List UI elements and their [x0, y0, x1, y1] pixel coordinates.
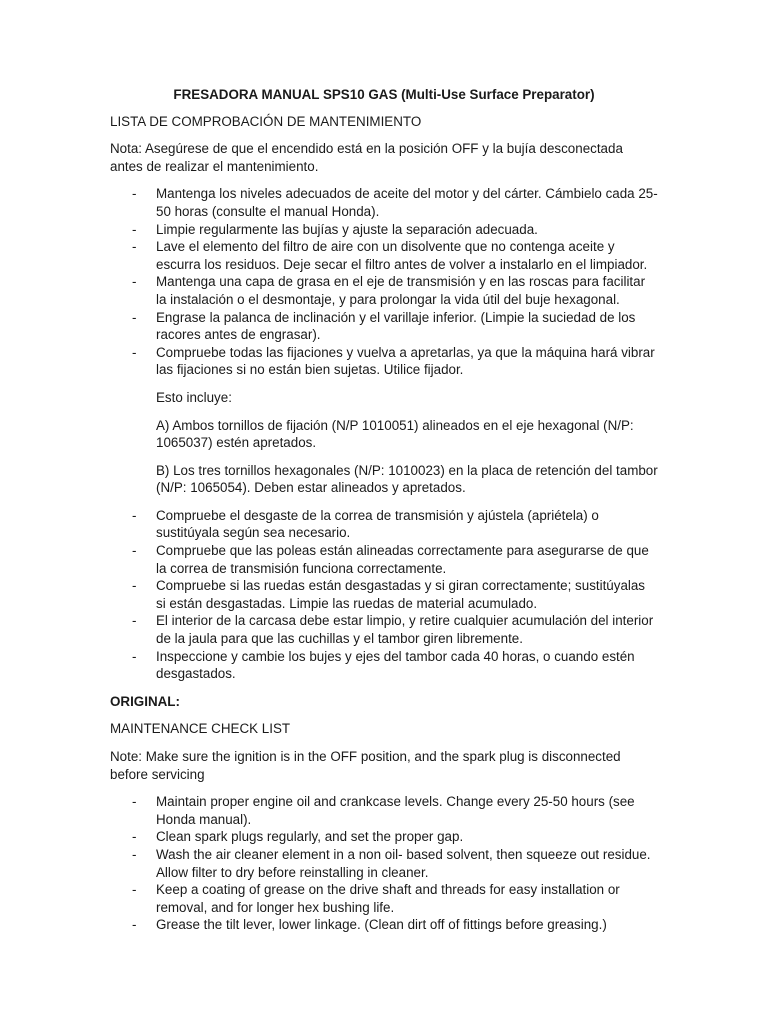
- dash-mark: -: [132, 221, 137, 237]
- list-item-text: Maintain proper engine oil and crankcase levels. Change every 25-50 hours (see Honda manual).: [156, 794, 635, 827]
- dash-mark: -: [132, 578, 137, 594]
- list-item-text: Compruebe el desgaste de la correa de transmisión y ajústela (apriétela) o sustitúyala según sea necesario.: [156, 507, 599, 541]
- dash-mark: -: [132, 648, 137, 664]
- list-item: [110, 273, 658, 308]
- list-item-text: Compruebe todas las fijaciones y vuelva a apretarlas, ya que la máquina hará vibrar las fijaciones si no están bien sujetas. Utilice fijador.: [156, 344, 655, 378]
- list-item-text: Engrase la palanca de inclinación y el varillaje inferior. (Limpie la suciedad de los racores antes de engrasar).: [156, 309, 636, 343]
- dash-mark: -: [132, 882, 137, 898]
- list-item: [110, 916, 658, 934]
- es-includes-label: Esto incluye:: [156, 389, 232, 405]
- en-checklist: [110, 793, 658, 934]
- es-checklist-1: [110, 185, 658, 379]
- list-item-text: Wash the air cleaner element in a non oil- based solvent, then squeeze out residue. Allow filter to dry before reinstalling in cleaner.: [156, 846, 651, 880]
- list-item: [110, 846, 658, 881]
- list-item: [110, 612, 658, 647]
- list-item-text: Mantenga los niveles adecuados de aceite del motor y del cárter. Cámbielo cada 25-50 horas (consulte el manual Honda).: [156, 186, 658, 219]
- document-title: FRESADORA MANUAL SPS10 GAS (Multi-Use Surface Preparator): [173, 87, 595, 102]
- dash-mark: -: [132, 309, 137, 325]
- list-item-text: Compruebe si las ruedas están desgastadas y si giran correctamente; sustitúyalas si están desgastadas. Limpie las ruedas de material acumulado.: [156, 578, 646, 611]
- list-item-text: Inspeccione y cambie los bujes y ejes del tambor cada 40 horas, o cuando estén desgastados.: [156, 648, 635, 682]
- list-item: [110, 881, 658, 916]
- es-sub-item-a: A) Ambos tornillos de fijación (N/P 1010051) alineados en el eje hexagonal (N/P: 1065037) estén apretados.: [156, 417, 634, 451]
- list-item-text: Limpie regularmente las bujías y ajuste la separación adecuada.: [156, 221, 538, 237]
- dash-mark: -: [132, 829, 137, 845]
- list-item-text: El interior de la carcasa debe estar limpio, y retire cualquier acumulación del interior de la jaula para que las cuchillas y el tambor giren libremente.: [156, 613, 654, 647]
- dash-mark: -: [132, 344, 137, 360]
- es-note: Nota: Asegúrese de que el encendido está en la posición OFF y la bujía desconectada antes de realizar el mantenimiento.: [110, 141, 623, 174]
- list-item: [110, 221, 658, 239]
- dash-mark: -: [132, 917, 137, 933]
- list-item-text: Grease the tilt lever, lower linkage. (Clean dirt off of fittings before greasing.): [156, 917, 607, 933]
- es-sub-item-b: B) Los tres tornillos hexagonales (N/P: 1010023) en la placa de retención del tambor (N/P: 1065054). Deben estar alineados y apretados.: [156, 462, 658, 496]
- es-heading: LISTA DE COMPROBACIÓN DE MANTENIMIENTO: [110, 113, 422, 129]
- dash-mark: -: [132, 543, 137, 559]
- list-item: [110, 344, 658, 379]
- dash-mark: -: [132, 613, 137, 629]
- dash-mark: -: [132, 239, 137, 255]
- dash-mark: -: [132, 794, 137, 810]
- en-note: Note: Make sure the ignition is in the OFF position, and the spark plug is disconnected before servicing: [110, 749, 621, 782]
- es-checklist-2: [110, 507, 658, 683]
- dash-mark: -: [132, 507, 137, 523]
- list-item: [110, 309, 658, 344]
- original-label: ORIGINAL:: [110, 693, 180, 709]
- list-item: [110, 793, 658, 828]
- dash-mark: -: [132, 846, 137, 862]
- list-item: [110, 648, 658, 683]
- dash-mark: -: [132, 186, 137, 202]
- list-item-text: Clean spark plugs regularly, and set the proper gap.: [156, 829, 464, 845]
- list-item-text: Keep a coating of grease on the drive shaft and threads for easy installation or removal, and for longer hex bushing life.: [156, 882, 620, 915]
- list-item-text: Mantenga una capa de grasa en el eje de transmisión y en las roscas para facilitar la instalación o el desmontaje, y para prolongar la vida útil del buje hexagonal.: [156, 274, 646, 307]
- list-item: [110, 542, 658, 577]
- dash-mark: -: [132, 274, 137, 290]
- list-item-text: Compruebe que las poleas están alineadas correctamente para asegurarse de que la correa de transmisión funciona correctamente.: [156, 543, 649, 576]
- list-item: [110, 507, 658, 542]
- list-item: [110, 577, 658, 612]
- list-item: [110, 828, 658, 846]
- list-item-text: Lave el elemento del filtro de aire con un disolvente que no contenga aceite y escurra los residuos. Deje secar el filtro antes de volver a instalarlo en el limpiador.: [156, 239, 648, 272]
- list-item: [110, 185, 658, 220]
- en-heading: MAINTENANCE CHECK LIST: [110, 721, 291, 737]
- list-item: [110, 238, 658, 273]
